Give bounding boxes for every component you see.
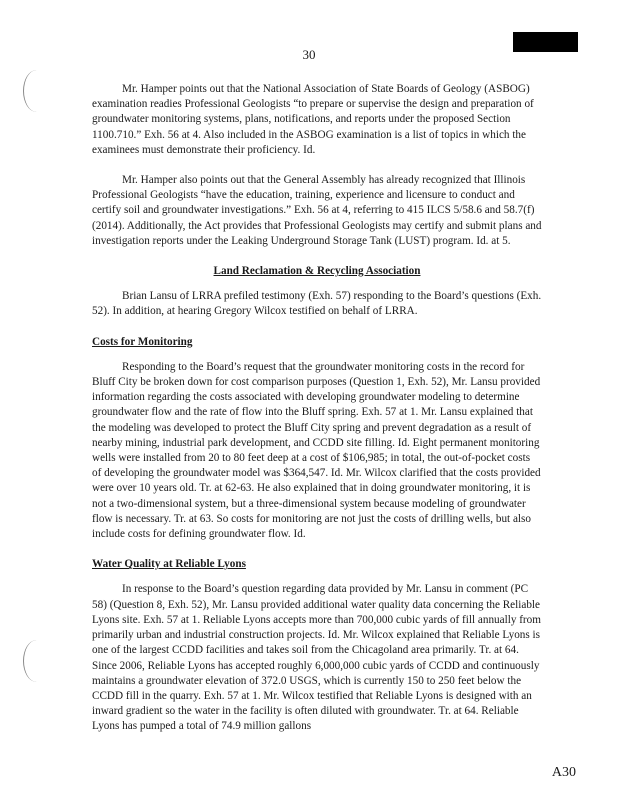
page-footer-label: A30: [551, 765, 576, 780]
section-heading-lrra: Land Reclamation & Recycling Association: [213, 265, 421, 278]
page-number: 30: [302, 47, 316, 62]
section-heading-costs: Costs for Monitoring: [92, 335, 193, 348]
hole-punch-mark-bottom: [23, 640, 50, 682]
document-body: [92, 82, 542, 750]
hole-punch-mark-top: [23, 70, 50, 112]
paragraph-costs: Responding to the Board’s request that the groundwater monitoring costs in the record for Bluff City be broken down for cost comparison purposes (Question 1, Exh. 52), Mr. Lansu provided information regarding the costs associated with developing groundwater modeling to determine groundwater flow and the rate of flow into the Bluff spring. Exh. 57 at 1. Mr. Lansu explained that the modeling was developed to protect the Bluff City spring and prevent degradation as a result of nearby mining, industrial park development, and CCDD site filling. Id. Eight permanent monitoring wells were installed from 20 to 80 feet deep at a cost of $106,985; in total, the out-of-pocket costs of developing the groundwater model was $364,547. Id. Mr. Wilcox clarified that the costs provided were over 10 years old. Tr. at 62-63. He also explained that in doing groundwater monitoring, it is not a two-dimensional system, but a three-dimensional system because modeling of groundwater flow is necessary. Tr. at 63. So costs for monitoring are not just the costs of drilling wells, but also include costs for defining groundwater flow. Id.: [92, 360, 541, 541]
paragraph-general-assembly: Mr. Hamper also points out that the General Assembly has already recognized that Illinois Professional Geologists “have the education, training, experience and licensure to conduct and certify soil and groundwater investigations.” Exh. 56 at 4, referring to 415 ILCS 5/58.6 and 58.7(f) (2014). Additionally, the Act provides that Professional Geologists may certify and submit plans and investigation reports under the Leaking Underground Storage Tank (LUST) program. Id. at 5.: [92, 174, 542, 247]
section-heading-water-quality: Water Quality at Reliable Lyons: [92, 558, 246, 571]
paragraph-water-quality: In response to the Board’s question regarding data provided by Mr. Lansu in comment (PC 58) (Question 8, Exh. 52), Mr. Lansu provided additional water quality data concerning the Reliable Lyons site. Exh. 57 at 1. Reliable Lyons accepts more than 700,000 cubic yards of fill annually from primarily urban and industrial construction projects. Id. Mr. Wilcox explained that Reliable Lyons is one of the largest CCDD facilities and takes soil from the Chicagoland area primarily. Tr. at 64. Since 2006, Reliable Lyons has accepted roughly 6,000,000 cubic yards of CCDD and continuously maintains a groundwater elevation of 372.0 USGS, which is currently 150 to 250 feet below the CCDD fill in the quarry. Exh. 57 at 1. Mr. Wilcox testified that Reliable Lyons is designed with an inward gradient so the water in the facility is often diluted with groundwater. Tr. at 64. Reliable Lyons has pumped a total of 74.9 million gallons: [92, 583, 541, 733]
paragraph-asbog: Mr. Hamper points out that the National Association of State Boards of Geology (ASBOG) examination readies Professional Geologists “to prepare or supervise the design and preparation of groundwater monitoring systems, plans, notifications, and reports under the proposed Section 1100.710.” Exh. 56 at 4. Also included in the ASBOG examination is a list of topics in which the examinees must demonstrate their proficiency. Id.: [92, 83, 534, 156]
paragraph-lansu-testimony: Brian Lansu of LRRA prefiled testimony (Exh. 57) responding to the Board’s questions (Exh. 52). In addition, at hearing Gregory Wilcox testified on behalf of LRRA.: [92, 290, 542, 318]
